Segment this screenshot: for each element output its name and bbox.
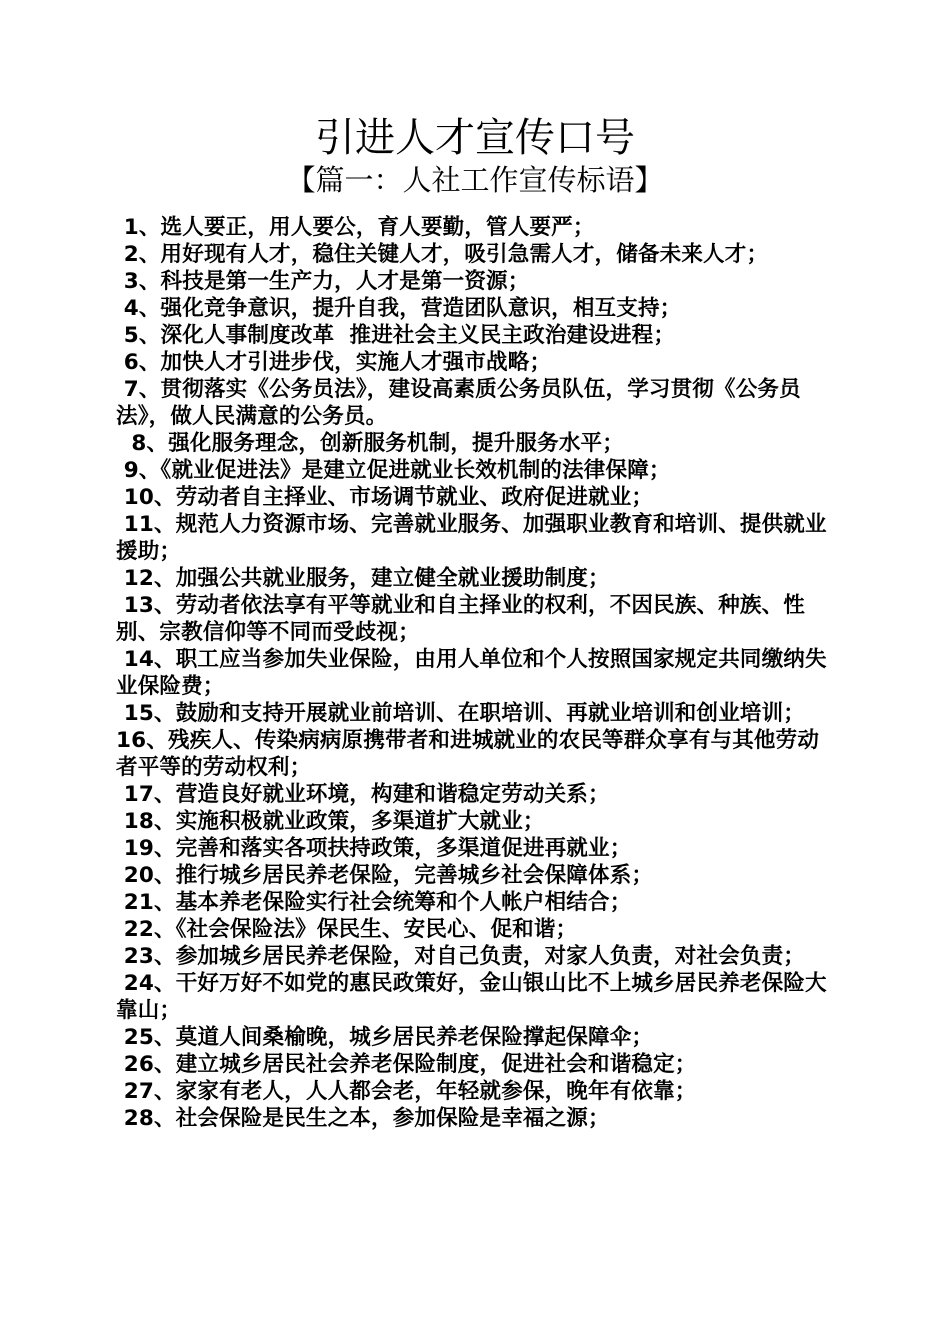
page-title: 引进人才宣传口号 xyxy=(315,115,635,161)
list-item: 8、强化服务理念，创新服务机制，提升服务水平； xyxy=(116,431,624,456)
list-item: 9、《就业促进法》是建立促进就业长效机制的法律保障； xyxy=(116,458,671,483)
list-item: 5、深化人事制度改革 推进社会主义民主政治建设进程； xyxy=(116,323,676,348)
list-item: 6、加快人才引进步伐，实施人才强市战略； xyxy=(116,350,552,375)
list-item: 18、实施积极就业政策，多渠道扩大就业； xyxy=(116,809,545,834)
list-item: 11、规范人力资源市场、完善就业服务、加强职业教育和培训、提供就业援助； xyxy=(116,512,827,564)
list-item: 10、劳动者自主择业、市场调节就业、政府促进就业； xyxy=(116,485,654,510)
list-item: 23、参加城乡居民养老保险，对自己负责，对家人负责，对社会负责； xyxy=(116,944,806,969)
list-item: 1、选人要正，用人要公，育人要勤，管人要严； xyxy=(116,215,595,240)
list-item: 24、干好万好不如党的惠民政策好，金山银山比不上城乡居民养老保险大靠山； xyxy=(116,971,827,1023)
list-item: 2、用好现有人才，稳住关键人才，吸引急需人才，储备未来人才； xyxy=(116,242,769,267)
list-item: 13、劳动者依法享有平等就业和自主择业的权利，不因民族、种族、性别、宗教信仰等不同而受歧视； xyxy=(116,593,806,645)
list-item: 21、基本养老保险实行社会统筹和个人帐户相结合； xyxy=(116,890,632,915)
list-item: 14、职工应当参加失业保险，由用人单位和个人按照国家规定共同缴纳失业保险费； xyxy=(116,647,827,699)
list-item: 3、科技是第一生产力，人才是第一资源； xyxy=(116,269,530,294)
list-item: 28、社会保险是民生之本，参加保险是幸福之源； xyxy=(116,1106,610,1131)
list-item: 27、家家有老人，人人都会老，年轻就参保，晚年有依靠； xyxy=(116,1079,697,1104)
list-item: 22、《社会保险法》保民生、安民心、促和谐； xyxy=(116,917,578,942)
list-item: 16、残疾人、传染病病原携带者和进城就业的农民等群众享有与其他劳动者平等的劳动权利； xyxy=(116,728,820,780)
slogan-list xyxy=(116,214,834,1132)
list-item: 20、推行城乡居民养老保险，完善城乡社会保障体系； xyxy=(116,863,654,888)
list-item: 19、完善和落实各项扶持政策，多渠道促进再就业； xyxy=(116,836,632,861)
list-item: 7、贯彻落实《公务员法》，建设高素质公务员队伍，学习贯彻《公务员法》，做人民满意的公务员。 xyxy=(116,377,801,429)
list-item: 12、加强公共就业服务，建立健全就业援助制度； xyxy=(116,566,610,591)
list-item: 4、强化竞争意识，提升自我，营造团队意识，相互支持； xyxy=(116,296,682,321)
list-item: 17、营造良好就业环境，构建和谐稳定劳动关系； xyxy=(116,782,610,807)
list-item: 26、建立城乡居民社会养老保险制度，促进社会和谐稳定； xyxy=(116,1052,697,1077)
list-item: 15、鼓励和支持开展就业前培训、在职培训、再就业培训和创业培训； xyxy=(116,701,806,726)
list-item: 25、莫道人间桑榆晚，城乡居民养老保险撑起保障伞； xyxy=(116,1025,654,1050)
section-subtitle: 【篇一：人社工作宣传标语】 xyxy=(286,163,664,197)
